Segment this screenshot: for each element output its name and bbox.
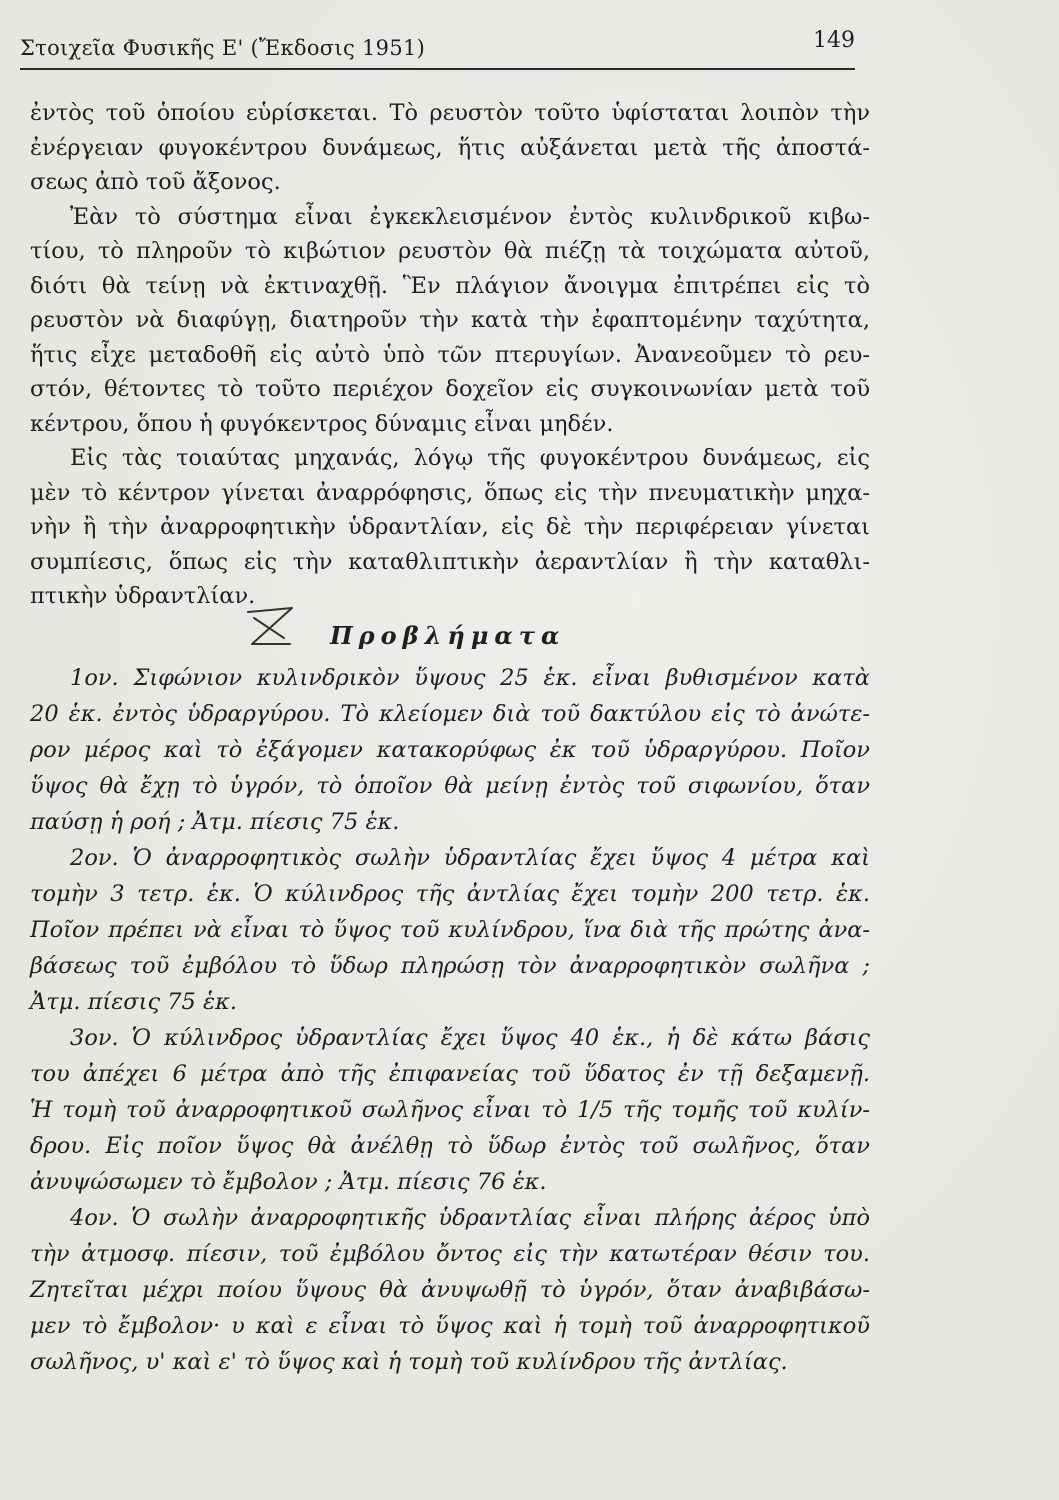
- text-line: 2ον. Ὁ ἀναρροφητικὸς σωλὴν ὑδραντλίας ἔχει ὕψος 4 μέτρα καὶ: [70, 844, 870, 871]
- text-line: ρον μέρος καὶ τὸ ἐξάγομεν κατακορύφως ἐκ τοῦ ὑδραργύρου. Ποῖον: [30, 736, 870, 763]
- text-line: συμπίεσις, ὅπως εἰς τὴν καταθλιπτικὴν ἀεραντλίαν ἢ τὴν καταθλι-: [30, 548, 870, 575]
- text-line: ἀνυψώσωμεν τὸ ἔμβολον ; Ἀτμ. πίεσις 76 ἑκ.: [30, 1168, 547, 1195]
- paragraph: [30, 200, 870, 442]
- paragraph: [30, 441, 870, 614]
- text-line: ἐντὸς τοῦ ὁποίου εὑρίσκεται. Τὸ ρευστὸν τοῦτο ὑφίσταται λοιπὸν τὴν: [30, 100, 870, 126]
- problem-item: [30, 1020, 870, 1200]
- page-body: [30, 96, 870, 1380]
- text-line: σωλῆνος, υ' καὶ ε' τὸ ὕψος καὶ ἡ τομὴ τοῦ κυλίνδρου τῆς ἀντλίας.: [30, 1348, 788, 1375]
- page-number: 149: [813, 28, 855, 53]
- paragraph: [30, 96, 870, 200]
- text-line: παύσῃ ἡ ροή ; Ἀτμ. πίεσις 75 ἑκ.: [30, 808, 400, 835]
- text-line: ρευστὸν νὰ διαφύγῃ, διατηροῦν τὴν κατὰ τὴν ἐφαπτομένην ταχύτητα,: [30, 307, 870, 333]
- text-line: Ζητεῖται μέχρι ποίου ὕψους θὰ ἀνυψωθῇ τὸ ὑγρόν, ὅταν ἀναβιβάσω-: [30, 1276, 870, 1303]
- text-line: πτικὴν ὑδραντλίαν.: [30, 583, 256, 609]
- text-line: 20 ἑκ. ἐντὸς ὑδραργύρου. Τὸ κλείομεν διὰ τοῦ δακτύλου εἰς τὸ ἀνώτε-: [30, 700, 870, 727]
- text-line: 4ον. Ὁ σωλὴν ἀναρροφητικῆς ὑδραντλίας εἶναι πλήρης ἀέρος ὑπὸ: [70, 1204, 870, 1231]
- text-line: Ἐὰν τὸ σύστημα εἶναι ἐγκεκλεισμένον ἐντὸς κυλινδρικοῦ κιβω-: [70, 203, 870, 230]
- text-line: 3ον. Ὁ κύλινδρος ὑδραντλίας ἔχει ὕψος 40 ἑκ., ἡ δὲ κάτω βάσις: [70, 1024, 870, 1051]
- text-line: τομὴν 3 τετρ. ἑκ. Ὁ κύλινδρος τῆς ἀντλίας ἔχει τομὴν 200 τετρ. ἑκ.: [30, 880, 870, 907]
- section-heading: [30, 616, 870, 656]
- text-line: στόν, θέτοντες τὸ τοῦτο περιέχον δοχεῖον εἰς συγκοινωνίαν μετὰ τοῦ: [30, 376, 870, 402]
- problem-item: [30, 840, 870, 1020]
- text-line: ὕψος θὰ ἔχῃ τὸ ὑγρόν, τὸ ὁποῖον θὰ μείνῃ ἐντὸς τοῦ σιφωνίου, ὅταν: [30, 772, 870, 799]
- problem-item: [30, 660, 870, 840]
- text-line: ἥτις εἶχε μεταδοθῆ εἰς αὐτὸ ὑπὸ τῶν πτερυγίων. Ἀνανεοῦμεν τὸ ρευ-: [30, 341, 870, 368]
- problems-list: [30, 660, 870, 1380]
- text-line: μεν τὸ ἔμβολον· υ καὶ ε εἶναι τὸ ὕψος καὶ ἡ τομὴ τοῦ ἀναρροφητικοῦ: [30, 1312, 870, 1339]
- text-line: ἐνέργειαν φυγοκέντρου δυνάμεως, ἥτις αὐξάνεται μετὰ τῆς ἀποστά-: [30, 134, 870, 161]
- text-line: σεως ἀπὸ τοῦ ἄξονος.: [30, 169, 281, 195]
- text-line: κέντρου, ὅπου ἡ φυγόκεντρος δύναμις εἶναι μηδέν.: [30, 410, 614, 437]
- text-line: 1ον. Σιφώνιον κυλινδρικὸν ὕψους 25 ἑκ. εἶναι βυθισμένον κατὰ: [70, 664, 870, 691]
- text-line: του ἀπέχει 6 μέτρα ἀπὸ τῆς ἐπιφανείας τοῦ ὕδατος ἐν τῇ δεξαμενῇ.: [30, 1060, 870, 1087]
- text-line: μὲν τὸ κέντρον γίνεται ἀναρρόφησις, ὅπως εἰς τὴν πνευματικὴν μηχα-: [30, 479, 870, 506]
- handwritten-mark-icon: [240, 604, 300, 652]
- header-title: Στοιχεῖα Φυσικῆς Ε' (Ἔκδοσις 1951): [20, 36, 426, 60]
- text-line: νὴν ἢ τὴν ἀναρροφητικὴν ὑδραντλίαν, εἰς δὲ τὴν περιφέρειαν γίνεται: [30, 514, 870, 540]
- text-line: δρου. Εἰς ποῖον ὕψος θὰ ἀνέλθῃ τὸ ὕδωρ ἐντὸς τοῦ σωλῆνος, ὅταν: [30, 1132, 870, 1159]
- text-line: Ποῖον πρέπει νὰ εἶναι τὸ ὕψος τοῦ κυλίνδρου, ἵνα διὰ τῆς πρώτης ἀνα-: [30, 916, 870, 943]
- text-line: βάσεως τοῦ ἐμβόλου τὸ ὕδωρ πληρώσῃ τὸν ἀναρροφητικὸν σωλῆνα ;: [30, 952, 870, 979]
- running-header: [20, 28, 855, 70]
- text-line: Ἡ τομὴ τοῦ ἀναρροφητικοῦ σωλῆνος εἶναι τὸ 1/5 τῆς τομῆς τοῦ κυλίν-: [30, 1096, 870, 1123]
- text-line: διότι θὰ τείνῃ νὰ ἐκτιναχθῇ. Ἓν πλάγιον ἄνοιγμα ἐπιτρέπει εἰς τὸ: [30, 272, 870, 299]
- problem-item: [30, 1200, 870, 1380]
- text-line: Ἀτμ. πίεσις 75 ἑκ.: [30, 988, 238, 1015]
- text-line: τὴν ἀτμοσφ. πίεσιν, τοῦ ἐμβόλου ὄντος εἰς τὴν κατωτέραν θέσιν του.: [30, 1240, 870, 1267]
- text-line: τίου, τὸ πληροῦν τὸ κιβώτιον ρευστὸν θὰ πιέζῃ τὰ τοιχώματα αὐτοῦ,: [30, 238, 870, 264]
- section-title-text: Προβλήματα: [330, 620, 566, 650]
- text-line: Εἰς τὰς τοιαύτας μηχανάς, λόγῳ τῆς φυγοκέντρου δυνάμεως, εἰς: [70, 445, 870, 471]
